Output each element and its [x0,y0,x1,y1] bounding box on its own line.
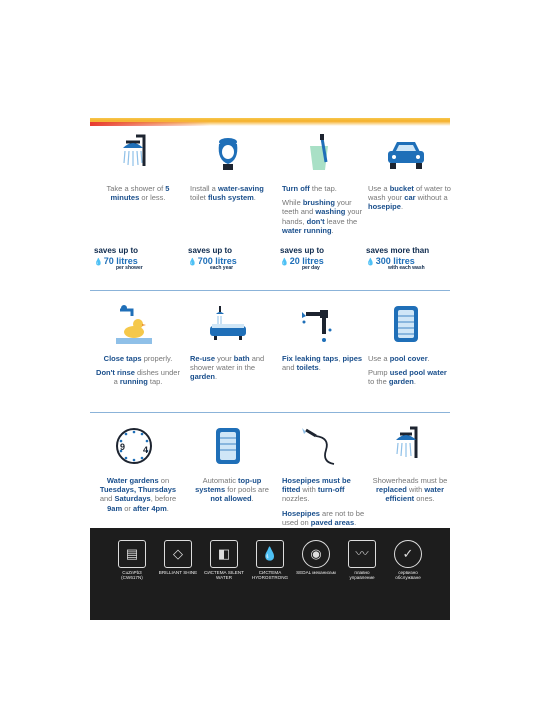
tip-text-run: top-up systems [195,476,262,495]
badge-hydrostrong: 💧 СИСТЕМА HYDROSTRONG [250,540,290,581]
tip-text-run: Tuesdays, Thursdays [99,485,177,495]
tip-text-run: tap. [147,377,163,387]
hosepipe-icon [276,424,364,474]
tip-text-run: washing [315,207,346,217]
cartridge-icon: ◉ [302,540,330,568]
tip-text-run: toilets [296,363,319,373]
tip-text-run: 5 minutes [110,184,170,203]
tip-text-run: . [413,377,416,387]
row-divider [90,412,450,413]
water-drop-icon: 💧 [256,540,284,568]
tip-text-run: leave the [324,216,358,226]
tip-text-run: Pump [368,368,390,378]
toothbrush-glass-icon [276,132,364,182]
tip-text-run: bucket [389,184,414,193]
tip-text-run: bath [233,354,250,363]
saving-amount: saves up to 💧 20 litres per day [280,246,324,271]
badge-sedal: ◉ SEDAL механизъм [296,540,336,575]
saving-amount: saves more than 💧 300 litres with each wash [366,246,429,271]
tip-text-run: Saturdays [114,494,151,504]
tip-text-run: pool cover [389,354,428,363]
tip-text-run: toilet [190,193,208,203]
tip-text [190,354,274,387]
tip-text-run: not allowed [210,494,252,504]
tip-text-run: Hosepipes must be fitted [282,476,351,495]
tip-text-run: with [300,485,318,495]
tip-text-run: 9am [107,503,123,513]
diamond-icon: ◇ [164,540,192,568]
tip-text-run: to the [368,377,389,387]
tip-text-run: turn-off [317,485,345,495]
tip-text-run: Automatic [202,476,239,485]
bathtub-icon [184,302,272,352]
tip-text-run: your [215,354,234,363]
tip-text-run: used pool water [389,368,447,378]
tip-text [96,184,180,207]
tip-text-run: replaced [376,485,407,495]
tip-text-run: or less. [139,193,166,203]
tip-text-run: dishes under a [113,368,180,387]
brass-stack-icon: ▤ [118,540,146,568]
saving-amount: saves up to 💧 700 litres each year [188,246,237,271]
tip-text-run: running [119,377,148,387]
tip-text-run: , before [150,494,177,504]
tip-text-run: water-saving [217,184,264,193]
tip-text-run: . [354,517,357,527]
tip-text-run: Install a [190,184,218,193]
tip-text-run: . [215,372,218,382]
tip-text [96,354,180,392]
pool-icon [184,424,272,474]
tip-text-run: . [253,193,256,203]
tip-text [190,476,274,509]
tip-text-run: . [331,225,334,235]
tip-text-run: your hands, [282,207,363,226]
badge-shine: ◇ BRILLIANT SHINE [158,540,198,575]
tip-text [96,476,180,518]
top-red-accent [90,122,210,126]
tip-text-run: . [166,503,169,513]
tip-text-run: water efficient [385,485,444,504]
water-saving-infographic [90,118,450,620]
tip-text [368,184,452,217]
tip-text-run: Water gardens [106,476,159,485]
tip-text-run: Fix leaking taps [282,354,339,363]
feature-badges-strip [90,528,450,620]
tip-text [282,476,366,532]
tip-text-run: after 4pm [133,503,167,513]
tip-text-run: hosepipe [368,202,401,212]
tip-text-run: Take a shower of [106,184,166,193]
row-divider [90,290,450,291]
pool-cover-icon [362,302,450,352]
tip-text-run: garden [388,377,414,387]
badge-silent: ◧ СИСТЕМА SILENT WATER [204,540,244,581]
tip-text-run: While [282,198,303,208]
checkmark-icon: ✓ [394,540,422,568]
tip-text-run: . [318,363,321,373]
showerhead-icon [362,424,450,474]
clock-number-9: 9 [120,442,126,452]
tip-text-run: or [122,503,133,513]
tip-text-run: Re-use [190,354,216,363]
tip-text [282,354,366,377]
tip-text-run: Use a [368,354,390,363]
tip-text-run: the tap. [309,184,337,193]
tip-text-run: flush system [207,193,254,203]
tip-text-run: your teeth and [282,198,352,217]
tip-text [368,354,452,392]
tip-text-run: car [404,193,416,203]
tip-text-run: and [282,363,297,373]
tip-text-run: and [99,494,115,504]
tip-text-run: pipes [342,354,363,363]
car-icon [362,132,450,182]
tip-text-run: Turn off [282,184,310,193]
tip-text-run: on [158,476,170,485]
tip-text-run: nozzles. [282,494,310,504]
tip-text-run: . [251,494,254,504]
tip-text-run: . [400,202,404,212]
tip-text-run: . [427,354,430,363]
tip-text-run: are not to be used on [282,508,365,527]
tip-text-run: don't [306,216,325,226]
tip-text [190,184,274,207]
duck-tap-icon [90,302,178,352]
badge-brass: ▤ CuZnPb3 (CW617N) [112,540,152,581]
badge-service: ✓ сервизно обслужване [388,540,428,581]
tip-text-run: without a [415,193,448,203]
tip-text-run: brushing [302,198,335,208]
tip-text-run: water running [282,225,332,235]
clock-icon [90,424,178,474]
tip-text-run: Don't rinse [96,368,135,378]
tip-text-run: ones. [414,494,435,504]
shower-icon [90,132,178,182]
tip-text-run: for pools are [225,485,269,495]
tip-text-run: , [338,354,343,363]
tip-text-run: Showerheads must be [372,476,448,485]
tip-text-run: and shower water in the [190,354,265,373]
tip-text [368,476,452,509]
leaking-pipe-icon [276,302,364,352]
tip-text-run: Use a [368,184,390,193]
clock-number-4: 4 [143,445,149,455]
tip-text-run: Close taps [103,354,142,363]
saving-amount: saves up to 💧 70 litres per shower [94,246,143,271]
tip-text-run: garden [190,372,216,382]
tip-text-run: Hosepipes [282,508,320,518]
lever-icon: 〰 [348,540,376,568]
tip-text-run: paved areas [310,517,355,527]
toilet-icon [184,132,272,182]
tip-text-run: with [406,485,425,495]
tip-text-run: of water to wash your [368,184,451,203]
tip-text [282,184,366,240]
mute-speaker-icon: ◧ [210,540,238,568]
badge-lever: 〰 плавно управление [342,540,382,581]
tip-text-run: properly. [141,354,173,363]
